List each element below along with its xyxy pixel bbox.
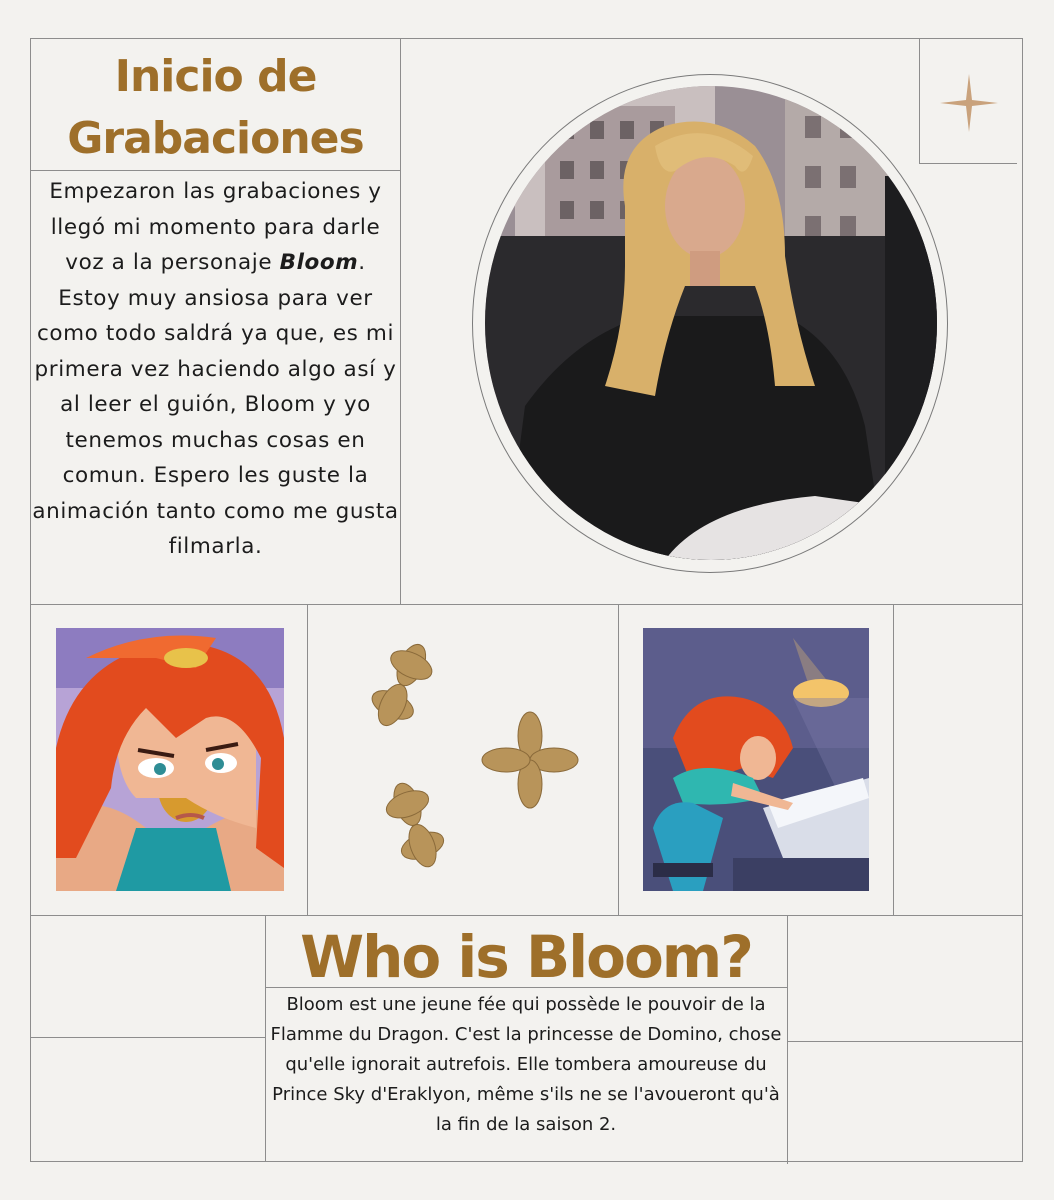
character-name: Bloom bbox=[279, 250, 359, 275]
portrait-photo bbox=[485, 86, 937, 560]
bloom-reading-card bbox=[643, 628, 869, 891]
page-title: Inicio de Grabaciones bbox=[67, 51, 364, 164]
middle-divider-1 bbox=[307, 604, 308, 916]
title-underline bbox=[30, 170, 400, 171]
sparkle-box-bottom bbox=[919, 163, 1017, 164]
top-column-divider bbox=[400, 38, 401, 604]
sparkle-box-left bbox=[919, 38, 920, 164]
middle-row-top bbox=[30, 604, 1023, 605]
outer-border-bottom bbox=[30, 1161, 1023, 1162]
outer-border-top bbox=[30, 38, 1023, 39]
middle-divider-3 bbox=[893, 604, 894, 916]
middle-divider-2 bbox=[618, 604, 619, 916]
dried-clover-leaf-icon bbox=[340, 630, 600, 890]
bottom-divider-right bbox=[787, 915, 788, 1164]
middle-row-bottom bbox=[30, 915, 1023, 916]
bottom-left-rule bbox=[30, 1037, 265, 1038]
bottom-right-rule bbox=[787, 1041, 1023, 1042]
bloom-description-paragraph: Bloom est une jeune fée qui possède le pouvoir de la Flamme du Dragon. C'est la princesse de Domino, chose qu'elle ignorait autrefois. Elle tombera amoureuse du Prince Sky d'Eraklyon, même s'ils ne se l'avoueront qu'à la fin de la saison 2. bbox=[270, 994, 782, 1135]
four-point-star-icon bbox=[938, 72, 1000, 134]
bloom-portrait-card bbox=[56, 628, 284, 891]
outer-border-right bbox=[1022, 38, 1023, 1162]
intro-text-before: Empezaron las grabaciones y llegó mi momento para darle voz a la personaje bbox=[49, 179, 382, 275]
bloom-face-illustration bbox=[56, 628, 284, 891]
section-title-who-is-bloom: Who is Bloom? bbox=[300, 923, 752, 991]
portrait-illustration bbox=[485, 86, 937, 560]
intro-text-after: . Estoy muy ansiosa para ver como todo saldrá ya que, es mi primera vez haciendo algo así y al leer el guión, Bloom y yo tenemos muchas cosas en comun. Espero les guste la animación tanto como me gusta filmarla. bbox=[32, 250, 399, 559]
bloom-reading-illustration bbox=[643, 628, 869, 891]
intro-paragraph bbox=[31, 174, 400, 565]
